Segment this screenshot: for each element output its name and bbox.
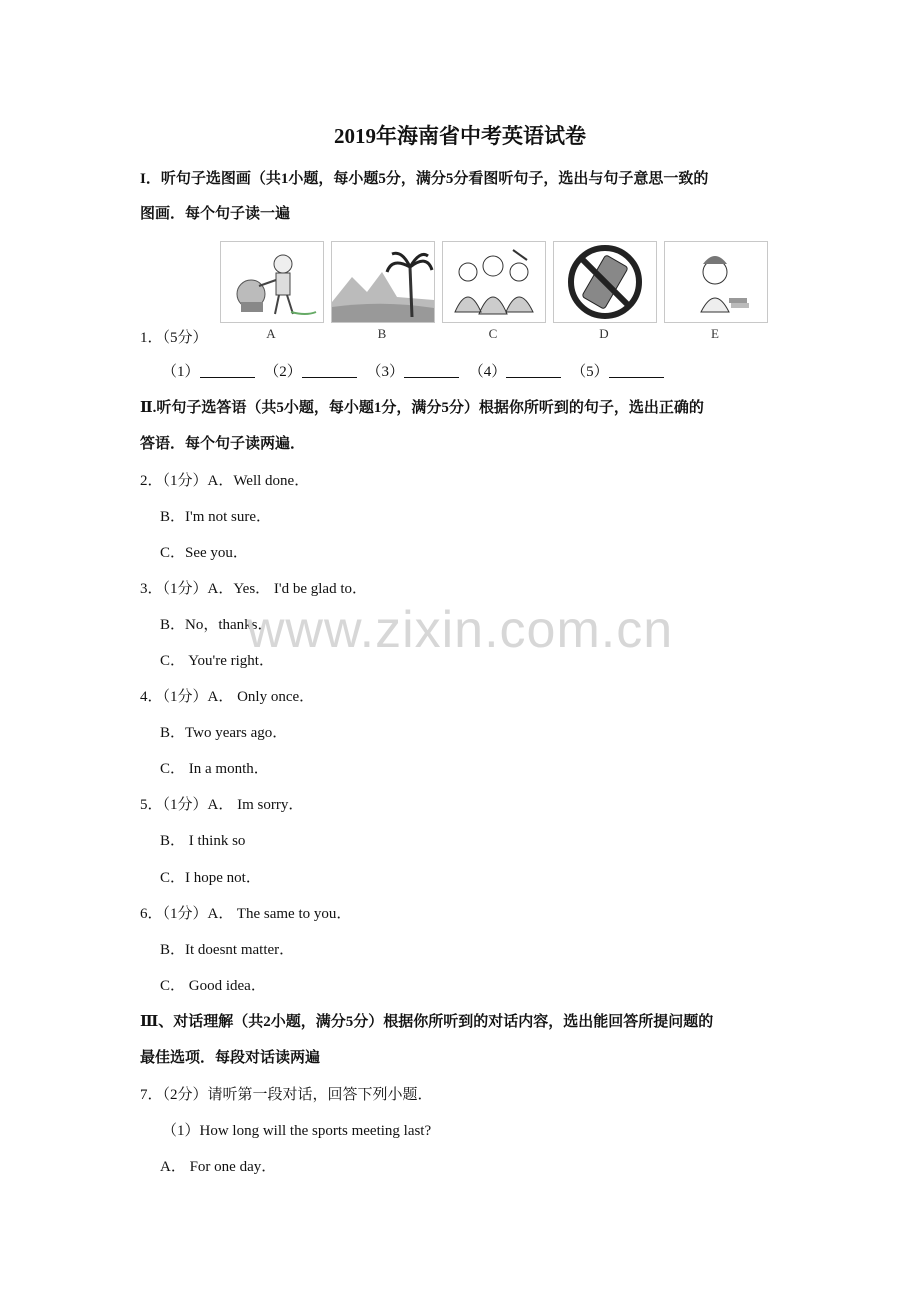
picture-c [442, 241, 546, 323]
blank-label-3: （3） [366, 364, 405, 380]
children-group-icon [443, 242, 545, 322]
answer-blank-2[interactable] [302, 363, 357, 378]
question-7-stem: 7．（2分）请听第一段对话，回答下列小题． [140, 1087, 433, 1103]
picture-c-label: C [488, 326, 498, 341]
answer-blank-5[interactable] [609, 363, 664, 378]
blank-label-5: （5） [571, 364, 609, 380]
picture-d [553, 241, 657, 323]
section2-heading-line1: Ⅱ.听句子选答语（共5小题，每小题1分，满分5分）根据你所听到的句子，选出正确的 [140, 400, 704, 416]
question-2-option-c: C．See you． [160, 545, 248, 561]
question-6-stem: 6．（1分）A． The same to you． [140, 906, 352, 922]
picture-e-label: E [711, 326, 719, 341]
section3-heading-line2: 最佳选项．每段对话读两遍 [140, 1050, 321, 1066]
no-phone-icon [554, 242, 656, 322]
section1-heading-line1: I．听句子选图画（共1小题，每小题5分，满分5分看图听句子，选出与句子意思一致的 [140, 171, 709, 187]
section2-heading-line2: 答语．每个句子读两遍． [140, 436, 306, 452]
question-7-sub-1: （1）How long will the sports meeting last? [162, 1123, 432, 1139]
section3-heading-line1: Ⅲ、对话理解（共2小题，满分5分）根据你所听到的对话内容，选出能回答所提问题的 [140, 1014, 714, 1030]
answer-blanks-row [162, 362, 670, 382]
picture-options [220, 241, 776, 341]
palm-landscape-icon [332, 242, 434, 322]
question-2-option-b: B．I'm not sure． [160, 509, 272, 525]
question-4-option-b: B．Two years ago． [160, 725, 288, 741]
section1-heading-line2: 图画．每个句子读一遍 [140, 206, 291, 222]
blank-label-1: （1） [162, 364, 200, 380]
question-6-option-c: C． Good idea． [160, 978, 266, 994]
question-5-stem: 5．（1分）A． Im sorry． [140, 797, 304, 813]
student-reading-icon [665, 242, 767, 322]
question-4-stem: 4．（1分）A． Only once． [140, 689, 315, 705]
picture-a [220, 241, 324, 323]
picture-b [331, 241, 435, 323]
vacuum-robot-icon [221, 242, 323, 322]
watermark: www.zixin.com.cn [246, 601, 674, 659]
question-6-option-b: B．It doesnt matter． [160, 942, 295, 958]
answer-blank-3[interactable] [404, 363, 459, 378]
picture-e [664, 241, 768, 323]
question-3-option-b: B．No，thanks． [160, 617, 273, 633]
picture-d-label: D [599, 326, 609, 341]
blank-label-2: （2） [264, 364, 302, 380]
question-2-stem: 2．（1分）A．Well done． [140, 473, 310, 489]
question-1-stem: 1．（5分） [140, 330, 208, 346]
question-3-stem: 3．（1分）A．Yes． I'd be glad to． [140, 581, 368, 597]
answer-blank-1[interactable] [200, 363, 255, 378]
question-5-option-c: C．I hope not． [160, 870, 261, 886]
question-5-option-b: B． I think so [160, 833, 246, 849]
blank-label-4: （4） [468, 364, 507, 380]
answer-blank-4[interactable] [506, 363, 561, 378]
exam-title: 2019年海南省中考英语试卷 [334, 124, 586, 148]
picture-b-label: B [377, 326, 387, 341]
question-4-option-c: C． In a month． [160, 761, 269, 777]
picture-a-label: A [266, 326, 276, 341]
question-3-option-c: C． You're right． [160, 653, 274, 669]
question-7-sub-1-option-a: A． For one day． [160, 1159, 277, 1175]
